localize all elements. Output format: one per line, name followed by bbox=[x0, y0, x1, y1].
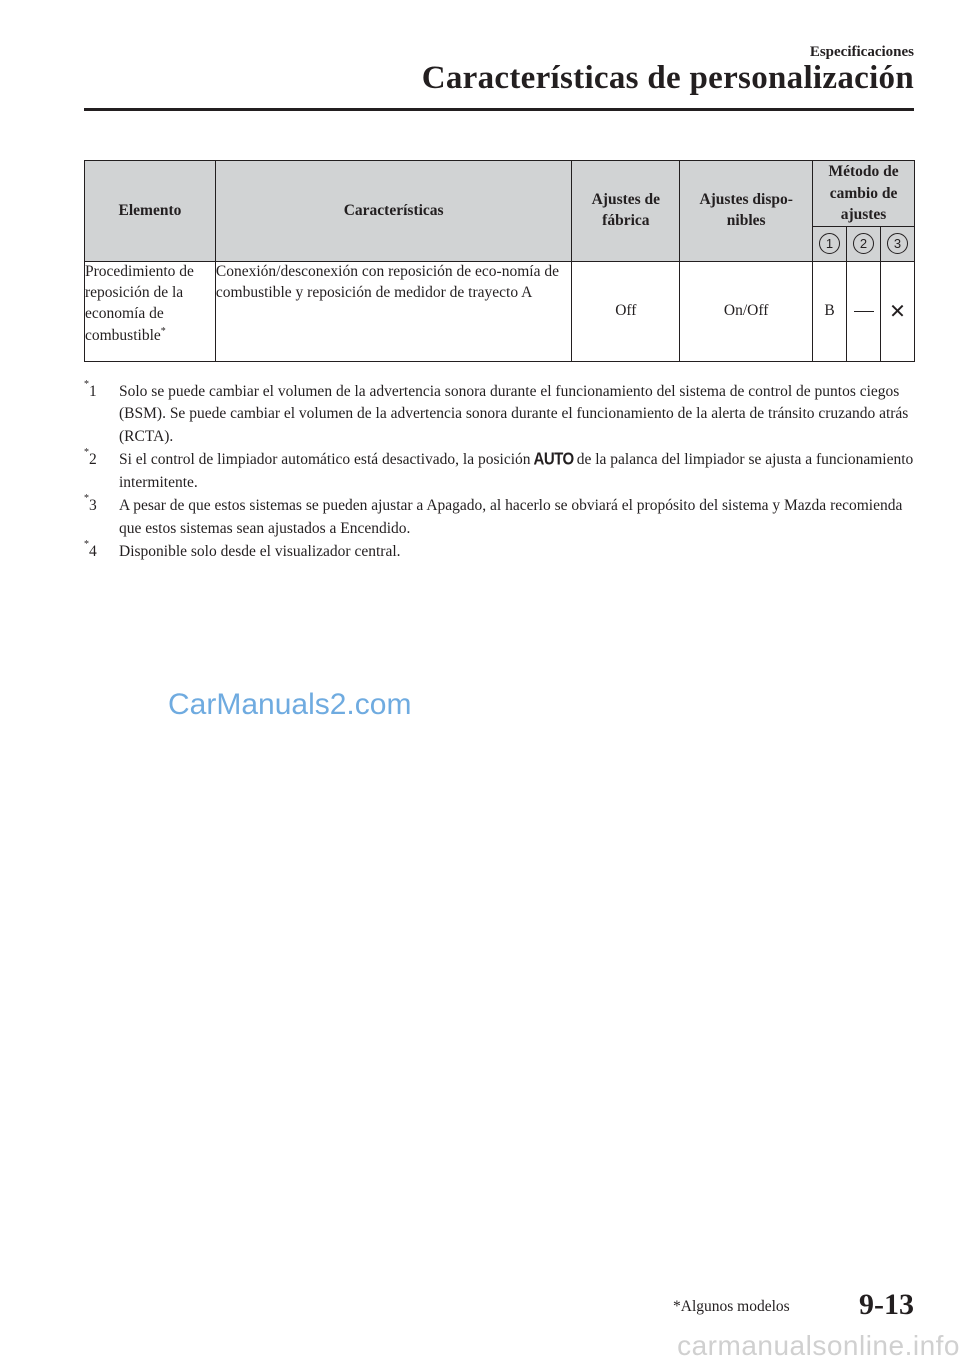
footer-models-note: *Algunos modelos bbox=[673, 1298, 790, 1315]
header-available: Ajustes dispo-nibles bbox=[680, 161, 813, 262]
header-method-1 bbox=[813, 227, 847, 262]
header-item: Elemento bbox=[85, 161, 216, 262]
header-method-2 bbox=[847, 227, 881, 262]
footnote-2: *2 Si el control de limpiador automático está desactivado, la posición AUTO de la palanca del limpiador se ajusta a funcionamiento intermitente. bbox=[84, 447, 914, 491]
auto-wiper-icon: AUTO bbox=[533, 450, 574, 470]
header-method: Método de cambio de ajustes bbox=[813, 161, 915, 227]
row-item-mark: * bbox=[160, 325, 166, 337]
footnote-3: *3 A pesar de que estos sistemas se pueden ajustar a Apagado, al hacerlo se obviará el propósito del sistema y Mazda recomienda que estos sistemas sean ajustados a Encendido. bbox=[84, 493, 903, 537]
footnotes bbox=[84, 381, 914, 565]
circled-3-icon: 3 bbox=[887, 233, 908, 254]
footer-site-watermark: carmanualsonline.info bbox=[677, 1330, 960, 1361]
row-available: On/Off bbox=[680, 262, 813, 362]
header-method-3 bbox=[881, 227, 915, 262]
header-features: Características bbox=[215, 161, 572, 262]
page-number: 9-13 bbox=[859, 1288, 914, 1321]
cross-icon: ✕ bbox=[889, 299, 906, 324]
row-item-cell bbox=[85, 262, 216, 362]
settings-table bbox=[84, 160, 915, 362]
section-label: Especificaciones bbox=[809, 44, 914, 60]
table-row bbox=[85, 262, 915, 362]
chapter-title: Características de personalización bbox=[421, 60, 914, 96]
watermark-logo: CarManuals2.com bbox=[168, 688, 412, 721]
row-method-1: B bbox=[813, 262, 847, 362]
dash-icon bbox=[854, 311, 874, 313]
header-factory: Ajustes de fábrica bbox=[572, 161, 680, 262]
row-item: Procedimiento de reposición de la economía de combustible bbox=[85, 263, 194, 344]
circled-2-icon: 2 bbox=[853, 233, 874, 254]
header-rule bbox=[84, 108, 914, 111]
circled-1-icon: 1 bbox=[819, 233, 840, 254]
row-features: Conexión/desconexión con reposición de eco-nomía de combustible y reposición de medidor de trayecto A bbox=[215, 262, 572, 362]
row-factory: Off bbox=[572, 262, 680, 362]
footnote-1: *1 Solo se puede cambiar el volumen de la advertencia sonora durante el funcionamiento del sistema de control de puntos ciegos (BSM). Se puede cambiar el volumen de la advertencia sonora durante el funcionamiento de la alerta de tránsito cruzando atrás (RCTA). bbox=[84, 379, 909, 445]
row-method-2 bbox=[847, 262, 881, 362]
footnote-4: *4 Disponible solo desde el visualizador central. bbox=[84, 539, 401, 561]
row-method-3 bbox=[881, 262, 915, 362]
